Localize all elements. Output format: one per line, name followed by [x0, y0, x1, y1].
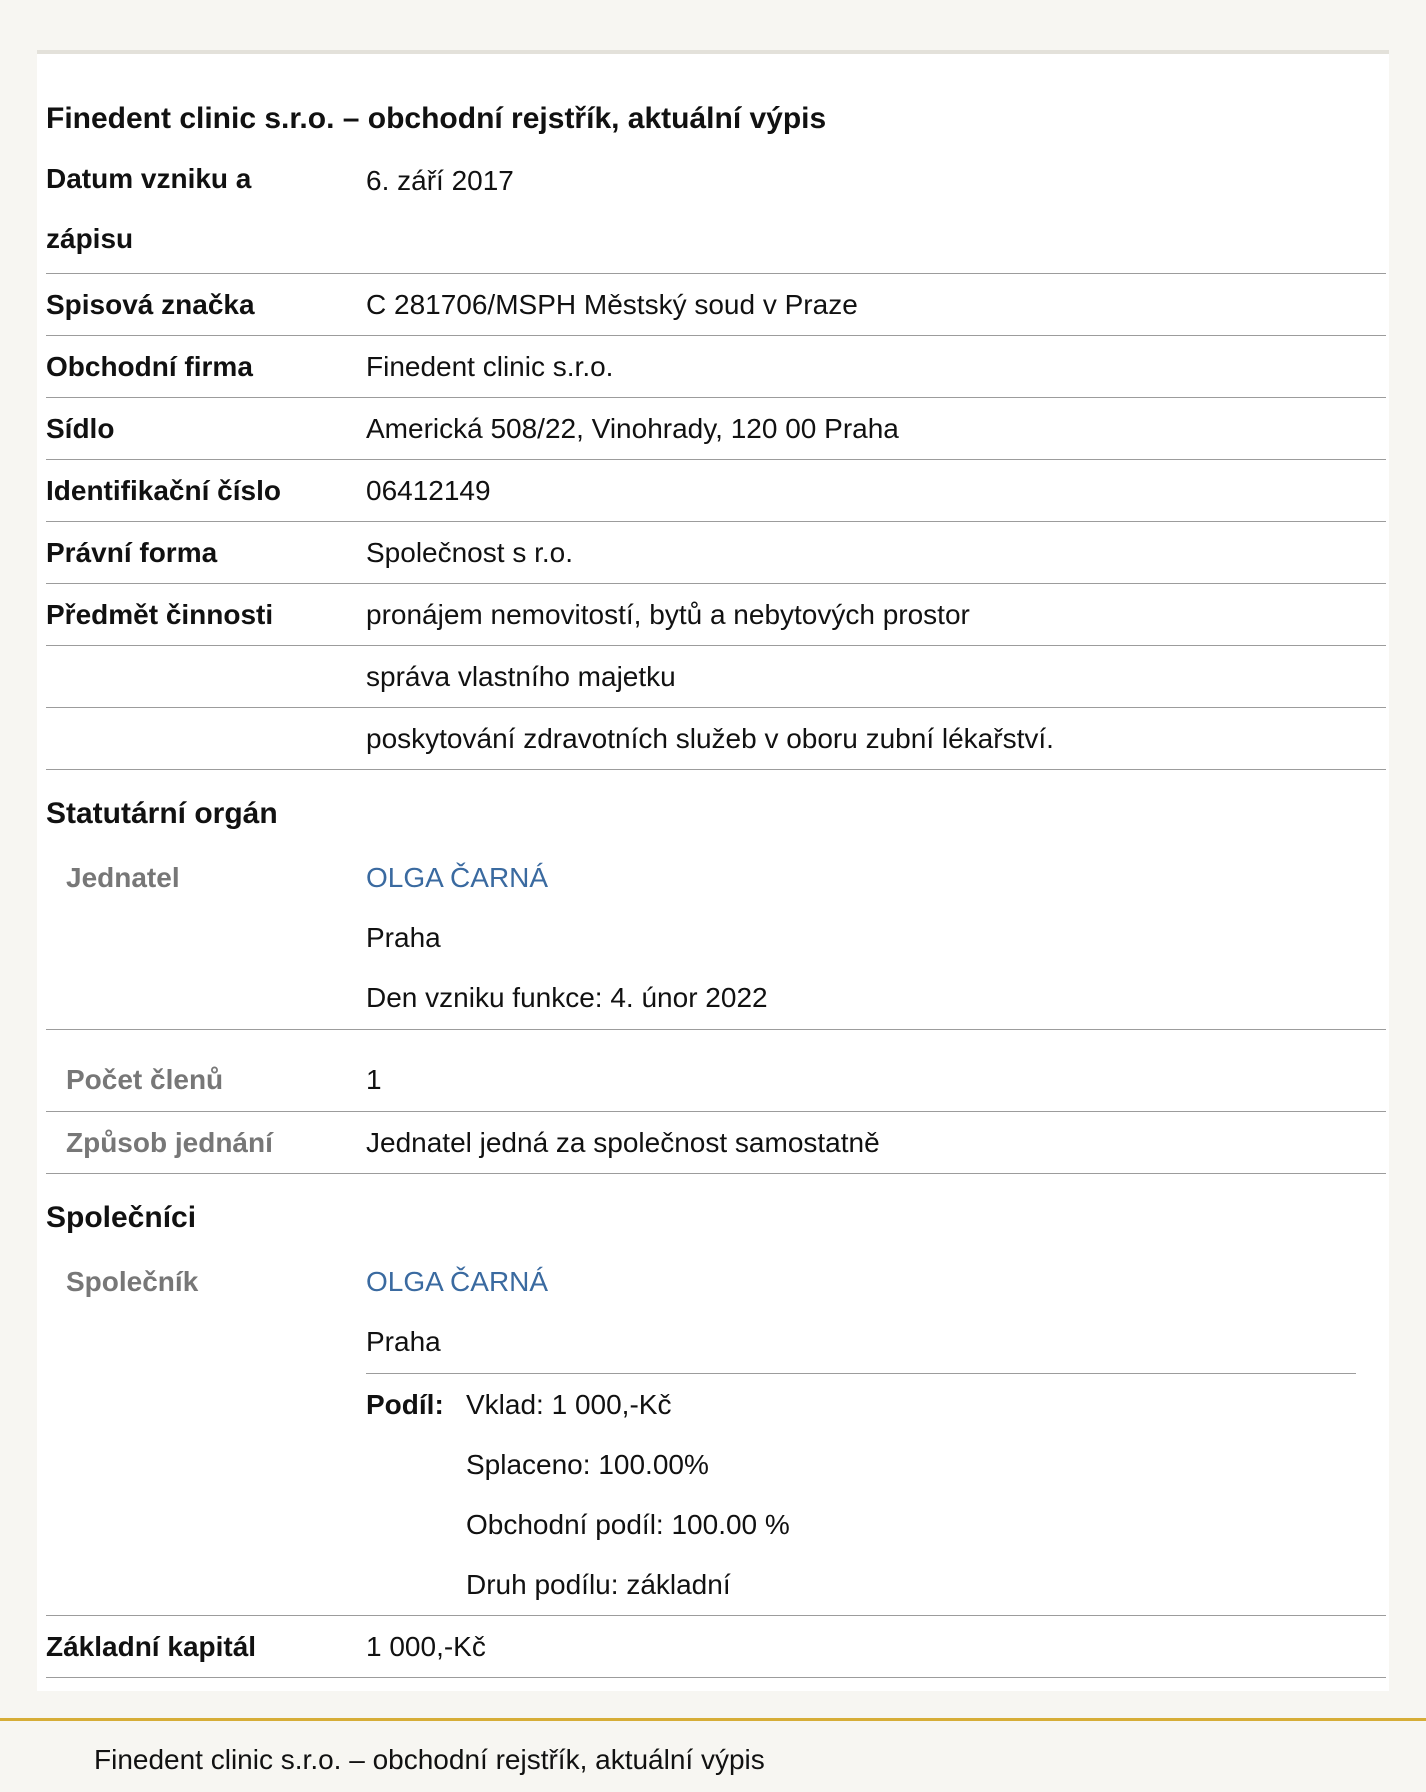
row-divider	[46, 707, 1386, 708]
label-podil: Podíl:	[366, 1389, 444, 1420]
row-divider	[46, 273, 1386, 274]
row-divider	[46, 645, 1386, 646]
spolecnik-name-link[interactable]: OLGA ČARNÁ	[366, 1266, 549, 1297]
value-spisova-znacka: C 281706/MSPH Městský soud v Praze	[366, 289, 858, 320]
page-title: Finedent clinic s.r.o. – obchodní rejstřík, aktuální výpis	[46, 102, 827, 135]
label-pocet-clenu: Počet členů	[66, 1064, 224, 1095]
footer-divider	[0, 1718, 1426, 1721]
jednatel-since: Den vzniku funkce: 4. únor 2022	[366, 982, 768, 1013]
podil-splaceno: Splaceno: 100.00%	[466, 1449, 709, 1480]
label-obchodni-firma: Obchodní firma	[46, 351, 253, 382]
label-spolecnik: Společník	[66, 1266, 199, 1297]
section-heading-spolecnici: Společníci	[46, 1201, 197, 1234]
label-sidlo: Sídlo	[46, 413, 115, 444]
value-zpusob-jednani: Jednatel jedná za společnost samostatně	[366, 1127, 880, 1158]
row-divider	[46, 459, 1386, 460]
section-heading-statutarni-organ: Statutární orgán	[46, 797, 278, 830]
row-divider	[46, 1615, 1386, 1616]
row-divider	[46, 1029, 1386, 1030]
label-pravni-forma: Právní forma	[46, 537, 218, 568]
value-zakladni-kapital: 1 000,-Kč	[366, 1631, 486, 1662]
podil-obchodni: Obchodní podíl: 100.00 %	[466, 1509, 790, 1540]
value-datum-vzniku: 6. září 2017	[366, 165, 514, 196]
row-divider	[46, 335, 1386, 336]
value-pocet-clenu: 1	[366, 1064, 382, 1095]
label-jednatel: Jednatel	[66, 862, 180, 893]
label-spisova-znacka: Spisová značka	[46, 289, 255, 320]
predmet-item: poskytování zdravotních služeb v oboru zubní lékařství.	[366, 723, 1054, 754]
spolecnik-city: Praha	[366, 1326, 441, 1357]
row-divider	[46, 769, 1386, 770]
row-divider	[46, 397, 1386, 398]
podil-vklad: Vklad: 1 000,-Kč	[466, 1389, 672, 1420]
value-ico: 06412149	[366, 475, 491, 506]
row-divider	[46, 521, 1386, 522]
predmet-item: pronájem nemovitostí, bytů a nebytových prostor	[366, 599, 970, 630]
podil-druh: Druh podílu: základní	[466, 1569, 731, 1600]
row-divider	[46, 583, 1386, 584]
jednatel-name-link[interactable]: OLGA ČARNÁ	[366, 862, 549, 893]
value-sidlo: Americká 508/22, Vinohrady, 120 00 Praha	[366, 413, 899, 444]
label-zakladni-kapital: Základní kapitál	[46, 1631, 257, 1662]
row-divider	[46, 1111, 1386, 1112]
row-divider	[366, 1373, 1356, 1374]
jednatel-city: Praha	[366, 922, 441, 953]
value-pravni-forma: Společnost s r.o.	[366, 537, 574, 568]
value-obchodni-firma: Finedent clinic s.r.o.	[366, 351, 614, 382]
row-divider	[46, 1173, 1386, 1174]
label-datum-vzniku: Datum vzniku a zápisu	[46, 163, 252, 254]
label-predmet-cinnosti: Předmět činnosti	[46, 599, 274, 630]
label-zpusob-jednani: Způsob jednání	[66, 1127, 273, 1158]
label-ico: Identifikační číslo	[46, 475, 281, 506]
predmet-item: správa vlastního majetku	[366, 661, 676, 692]
row-divider	[46, 1677, 1386, 1678]
footer-title: Finedent clinic s.r.o. – obchodní rejstřík, aktuální výpis	[94, 1744, 765, 1775]
